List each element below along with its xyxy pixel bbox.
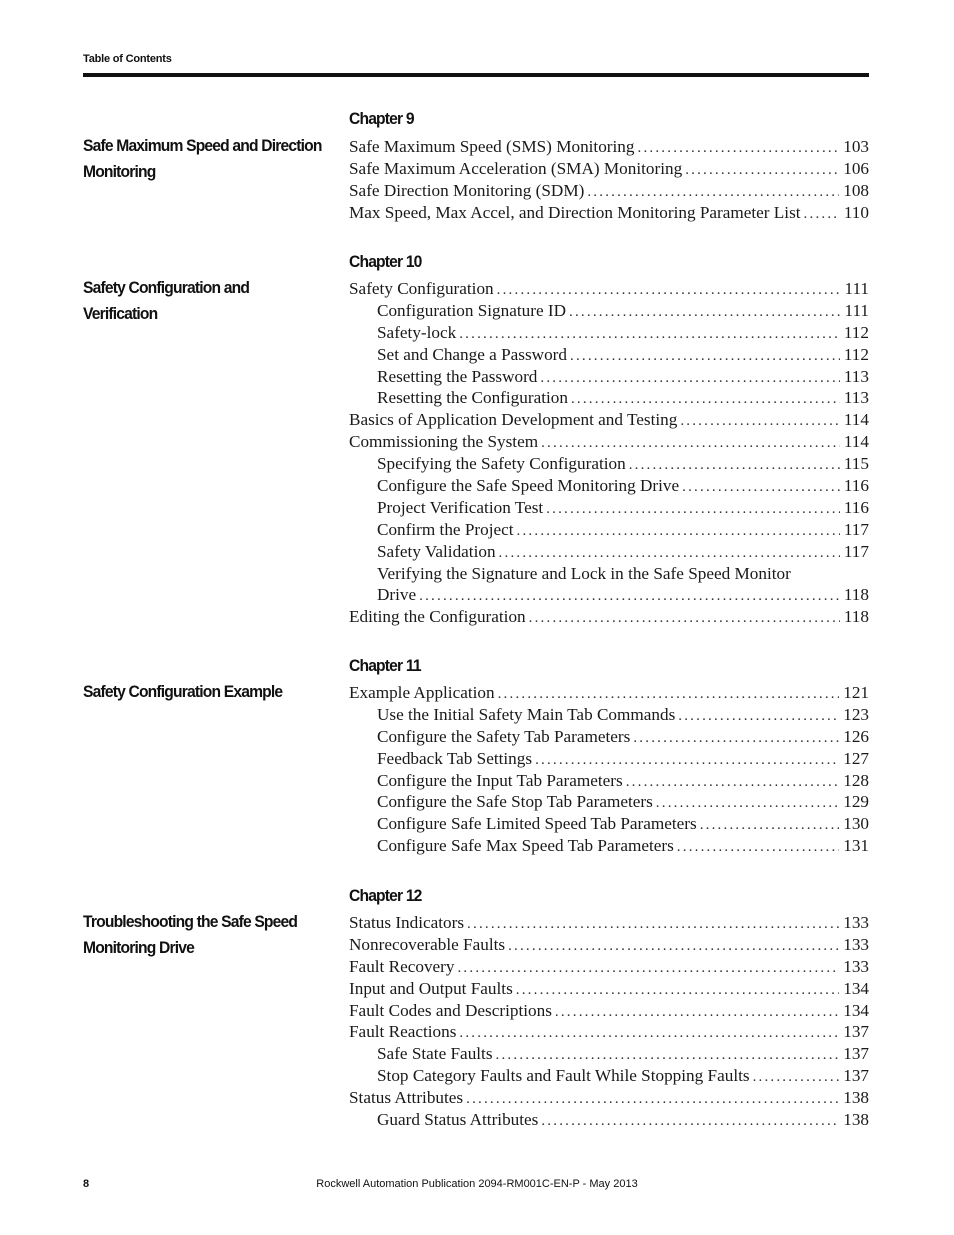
toc-page-number: 113 <box>843 388 869 408</box>
toc-page-number: 137 <box>843 1044 869 1064</box>
toc-entry-title: Fault Codes and Descriptions <box>349 1000 552 1020</box>
toc-entry[interactable] <box>349 431 869 453</box>
dot-leader <box>517 521 840 541</box>
toc-entry-title-continued: Drive <box>377 585 417 605</box>
dot-leader <box>541 433 840 453</box>
toc-entry-title: Configure the Safe Stop Tab Parameters <box>377 792 653 812</box>
toc-entry-title: Feedback Tab Settings <box>377 748 533 768</box>
toc-entry-title: Safety Configuration <box>349 279 494 298</box>
toc-page-number: 133 <box>843 934 869 954</box>
toc-entry-continuation[interactable] <box>349 584 869 606</box>
toc-page-number: 131 <box>843 836 869 856</box>
toc-entry-title: Resetting the Configuration <box>377 388 568 408</box>
toc-entry-title: Safe Maximum Speed (SMS) Monitoring <box>349 137 635 156</box>
toc-entry-title: Safe Maximum Acceleration (SMA) Monitoring <box>349 158 683 178</box>
toc-entry-title: Confirm the Project <box>377 519 514 539</box>
dot-leader <box>459 324 840 344</box>
toc-page-number: 133 <box>843 913 869 932</box>
toc-entry[interactable] <box>349 1043 869 1065</box>
chapter-label: Chapter 12 <box>349 886 422 905</box>
toc-entry-title: Fault Reactions <box>349 1022 457 1042</box>
chapter-title: Safe Maximum Speed and Direction Monitoring <box>83 136 322 181</box>
dot-leader <box>516 980 839 1000</box>
toc-entry-title: Resetting the Password <box>377 366 538 386</box>
toc-entry-title: Status Attributes <box>349 1088 464 1108</box>
toc-page-number: 112 <box>843 344 869 364</box>
header-rule <box>83 73 869 77</box>
page-number: 8 <box>83 1178 90 1190</box>
toc-entry-title: Status Indicators <box>349 913 465 932</box>
dot-leader <box>700 815 840 835</box>
toc-page-number: 128 <box>843 770 869 790</box>
toc-page-number: 126 <box>843 726 869 746</box>
dot-leader <box>467 914 839 934</box>
toc-page-number: 117 <box>843 519 869 539</box>
toc-entry-title: Stop Category Faults and Fault While Stopping Faults <box>377 1066 750 1086</box>
dot-leader <box>459 1023 839 1043</box>
toc-entry[interactable] <box>349 202 869 224</box>
toc-entry-title: Basics of Application Development and Testing <box>349 410 678 430</box>
toc-page-number: 114 <box>843 432 869 452</box>
toc-entry[interactable] <box>349 682 869 704</box>
toc-page-number: 106 <box>843 158 869 178</box>
toc-page-number: 134 <box>843 978 869 998</box>
chapter-entries <box>349 682 869 857</box>
toc-entry[interactable] <box>349 158 869 180</box>
chapter-entries <box>349 278 869 628</box>
chapter-label: Chapter 11 <box>349 656 421 675</box>
dot-leader <box>466 1089 839 1109</box>
toc-page-number: 103 <box>843 137 869 156</box>
toc-entry[interactable] <box>349 366 869 388</box>
dot-leader <box>682 477 840 497</box>
toc-page-number: 127 <box>843 748 869 768</box>
toc-entry[interactable] <box>349 606 869 628</box>
toc-page-number: 108 <box>843 180 869 200</box>
toc-entry[interactable] <box>349 278 869 300</box>
toc-entry-title: Input and Output Faults <box>349 978 513 998</box>
toc-page-number: 116 <box>843 497 869 517</box>
chapter-label: Chapter 10 <box>349 252 422 271</box>
toc-entry-title: Safety-lock <box>377 322 457 342</box>
toc-entry-title: Use the Initial Safety Main Tab Commands <box>377 704 676 724</box>
toc-entry-title: Set and Change a Password <box>377 344 567 364</box>
toc-entry[interactable] <box>349 300 869 322</box>
toc-entry-title: Editing the Configuration <box>349 607 526 627</box>
toc-page-number: 117 <box>843 541 869 561</box>
toc-entry[interactable] <box>349 497 869 519</box>
toc-entry-title: Example Application <box>349 683 495 702</box>
dot-leader <box>633 728 839 748</box>
toc-entry-title: Guard Status Attributes <box>377 1110 539 1130</box>
toc-page-number: 116 <box>843 476 869 496</box>
toc-page-number: 118 <box>843 607 869 627</box>
toc-page-number: 113 <box>843 366 869 386</box>
toc-entry[interactable] <box>349 1021 869 1043</box>
dot-leader <box>656 793 839 813</box>
toc-entry-title: Configure the Safety Tab Parameters <box>377 726 631 746</box>
toc-entry[interactable] <box>349 453 869 475</box>
toc-entry[interactable] <box>349 1109 869 1131</box>
toc-entry[interactable] <box>349 835 869 857</box>
toc-page-number: 130 <box>843 814 869 834</box>
toc-page-number: 114 <box>843 410 869 430</box>
toc-entry[interactable] <box>349 978 869 1000</box>
toc-entry[interactable] <box>349 387 869 409</box>
toc-entry[interactable] <box>349 1087 869 1109</box>
toc-page-number: 115 <box>843 454 869 474</box>
toc-page-number: 111 <box>844 300 869 320</box>
toc-page-number: 133 <box>843 956 869 976</box>
toc-entry[interactable] <box>349 770 869 792</box>
dot-leader <box>498 684 840 704</box>
toc-page-number: 138 <box>843 1088 869 1108</box>
toc-entry[interactable] <box>349 1000 869 1022</box>
toc-page-number: 121 <box>843 683 869 702</box>
toc-entry[interactable] <box>349 322 869 344</box>
toc-page-number: 112 <box>843 322 869 342</box>
chapter-title: Safety Configuration and Verification <box>83 278 250 323</box>
toc-entry[interactable] <box>349 136 869 158</box>
dot-leader <box>541 1111 839 1131</box>
toc-entry-title: Configure Safe Limited Speed Tab Parameters <box>377 814 697 834</box>
toc-entry-title: Specifying the Safety Configuration <box>377 454 626 474</box>
dot-leader <box>419 586 840 606</box>
dot-leader <box>535 750 839 770</box>
toc-entry-title: Nonrecoverable Faults <box>349 934 506 954</box>
toc-entry[interactable] <box>349 409 869 431</box>
dot-leader <box>753 1067 840 1087</box>
dot-leader <box>677 837 839 857</box>
chapter-title: Troubleshooting the Safe Speed Monitoring Drive <box>83 912 298 957</box>
toc-entry[interactable] <box>349 934 869 956</box>
toc-entry-title: Configure Safe Max Speed Tab Parameters <box>377 836 674 856</box>
toc-entry[interactable] <box>349 813 869 835</box>
toc-page-number: 129 <box>843 792 869 812</box>
dot-leader <box>496 1045 840 1065</box>
toc-entry-title: Configure the Input Tab Parameters <box>377 770 623 790</box>
toc-entry[interactable] <box>349 748 869 770</box>
dot-leader <box>680 411 840 431</box>
toc-entry[interactable] <box>349 475 869 497</box>
toc-entry-title: Configure the Safe Speed Monitoring Drive <box>377 476 680 496</box>
toc-entry-title: Safety Validation <box>377 541 496 561</box>
toc-entry-title: Safe State Faults <box>377 1044 493 1064</box>
toc-page-number: 137 <box>843 1066 869 1086</box>
dot-leader <box>571 389 840 409</box>
chapter-label: Chapter 9 <box>349 109 414 128</box>
dot-leader <box>804 204 840 224</box>
dot-leader <box>529 608 840 628</box>
toc-entry[interactable] <box>349 956 869 978</box>
toc-entry-title: Max Speed, Max Accel, and Direction Monitoring Parameter List <box>349 202 801 222</box>
dot-leader <box>626 772 840 792</box>
dot-leader <box>497 280 841 300</box>
dot-leader <box>540 368 839 388</box>
toc-entry[interactable] <box>349 704 869 726</box>
dot-leader <box>570 346 840 366</box>
toc-page-number: 110 <box>843 202 869 222</box>
toc-entry[interactable] <box>349 541 869 563</box>
toc-entry-title: Verifying the Signature and Lock in the Safe Speed Monitor <box>377 563 791 583</box>
dot-leader <box>555 1002 839 1022</box>
dot-leader <box>508 936 839 956</box>
toc-entry-title: Safe Direction Monitoring (SDM) <box>349 180 585 200</box>
running-header: Table of Contents <box>83 53 172 65</box>
chapter-title: Safety Configuration Example <box>83 682 283 701</box>
dot-leader <box>499 543 840 563</box>
toc-entry[interactable] <box>349 1065 869 1087</box>
dot-leader <box>546 499 840 519</box>
dot-leader <box>685 160 839 180</box>
toc-page-number: 137 <box>843 1022 869 1042</box>
toc-page-number: 111 <box>844 279 869 298</box>
toc-entry[interactable] <box>349 519 869 541</box>
dot-leader <box>629 455 840 475</box>
toc-entry-title: Fault Recovery <box>349 956 455 976</box>
dot-leader <box>587 182 839 202</box>
dot-leader <box>678 706 839 726</box>
dot-leader <box>569 302 840 322</box>
toc-page-number: 134 <box>843 1000 869 1020</box>
toc-entry-title: Project Verification Test <box>377 497 544 517</box>
toc-entry[interactable] <box>349 726 869 748</box>
toc-page-number: 138 <box>843 1110 869 1130</box>
toc-entry[interactable] <box>349 180 869 202</box>
toc-page-number: 118 <box>843 585 869 605</box>
toc-entry[interactable] <box>349 563 869 585</box>
toc-entry-title: Configuration Signature ID <box>377 300 567 320</box>
toc-entry[interactable] <box>349 791 869 813</box>
toc-page-number: 123 <box>843 704 869 724</box>
toc-entry-title: Commissioning the System <box>349 432 539 452</box>
chapter-entries <box>349 136 869 224</box>
publication-footer: Rockwell Automation Publication 2094-RM001C-EN-P - May 2013 <box>316 1178 638 1190</box>
dot-leader <box>457 958 839 978</box>
dot-leader <box>638 138 840 158</box>
chapter-entries <box>349 912 869 1131</box>
toc-entry[interactable] <box>349 912 869 934</box>
toc-entry[interactable] <box>349 344 869 366</box>
